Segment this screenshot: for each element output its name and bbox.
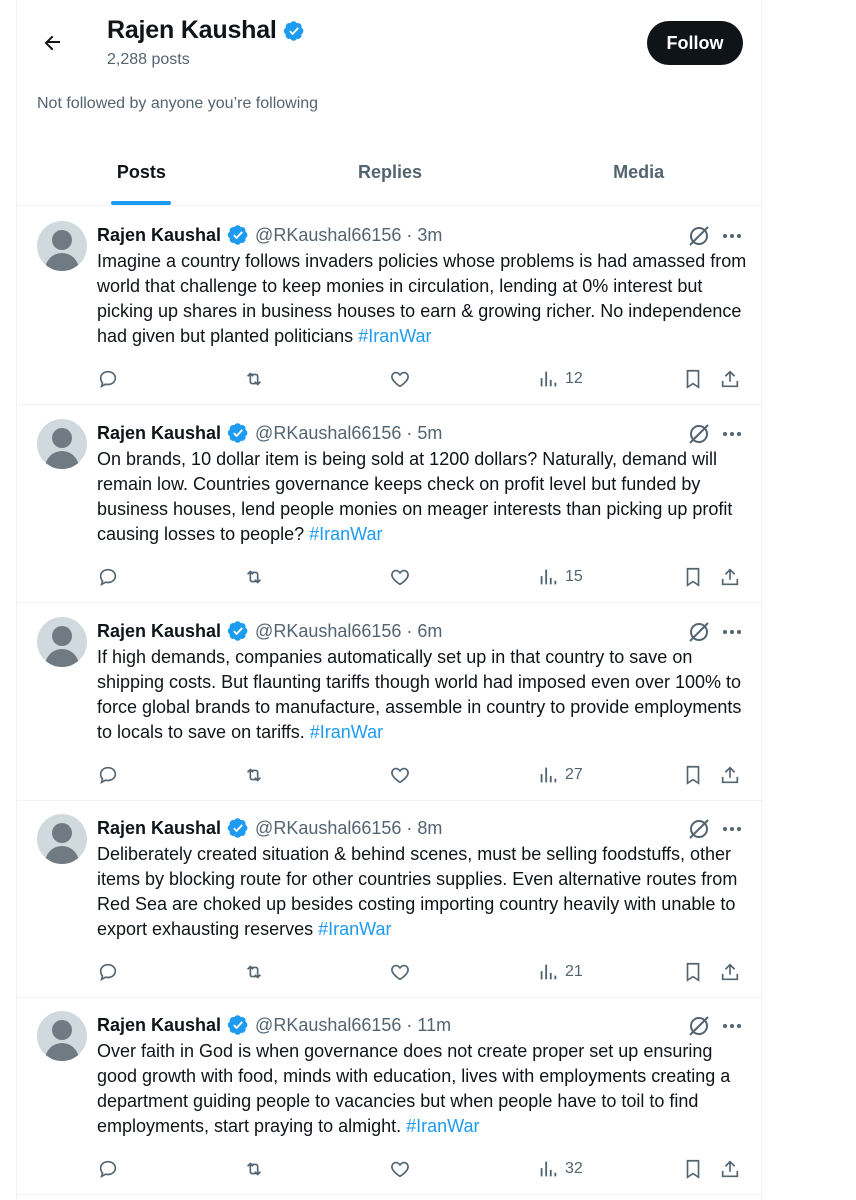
- post-text: [97, 249, 747, 349]
- share-icon: [719, 1158, 741, 1180]
- hashtag-link[interactable]: #IranWar: [406, 1116, 480, 1136]
- like-icon: [389, 1158, 411, 1180]
- view-count: 27: [565, 766, 583, 783]
- share-icon: [719, 961, 741, 983]
- hashtag-link[interactable]: #IranWar: [309, 722, 384, 742]
- avatar[interactable]: [37, 419, 87, 469]
- follow-button[interactable]: Follow: [647, 21, 743, 65]
- share-button[interactable]: [719, 367, 741, 391]
- bookmark-button[interactable]: [682, 1157, 704, 1181]
- hashtag-link[interactable]: #IranWar: [318, 919, 392, 939]
- more-icon[interactable]: [720, 1013, 744, 1039]
- post[interactable]: [17, 800, 763, 998]
- repost-button[interactable]: [243, 763, 265, 787]
- like-button[interactable]: [389, 1157, 411, 1181]
- more-icon[interactable]: [720, 619, 744, 645]
- post-actions: [97, 565, 747, 589]
- view-count: 32: [565, 1160, 583, 1177]
- bookmark-icon: [682, 961, 704, 983]
- repost-icon: [243, 764, 265, 786]
- post-author[interactable]: Rajen Kaushal: [97, 224, 222, 245]
- share-button[interactable]: [719, 1157, 741, 1181]
- tab-label: Media: [613, 162, 665, 182]
- bookmark-button[interactable]: [682, 565, 704, 589]
- views-icon: [537, 961, 559, 983]
- hashtag-link[interactable]: #IranWar: [358, 326, 432, 346]
- grok-icon[interactable]: [686, 421, 712, 447]
- post[interactable]: [17, 603, 763, 801]
- active-tab-indicator: [111, 201, 171, 205]
- reply-icon: [97, 1158, 119, 1180]
- view-count: 12: [565, 370, 583, 387]
- tab-label: Posts: [116, 162, 166, 182]
- reply-button[interactable]: [97, 565, 119, 589]
- post-header: [97, 620, 442, 642]
- verified-badge-icon: [227, 1014, 249, 1036]
- views-icon: [537, 764, 559, 786]
- view-count: 15: [565, 568, 583, 585]
- views-icon: [537, 566, 559, 588]
- back-arrow-icon: [40, 31, 64, 55]
- post-handle-time[interactable]: @RKaushal66156 · 6m: [255, 620, 443, 641]
- tab-posts[interactable]: [17, 140, 266, 205]
- views-button[interactable]: [537, 565, 583, 589]
- post-author[interactable]: Rajen Kaushal: [97, 422, 222, 443]
- repost-button[interactable]: [243, 565, 265, 589]
- grok-icon[interactable]: [686, 1013, 712, 1039]
- reply-icon: [97, 566, 119, 588]
- views-button[interactable]: [537, 763, 583, 787]
- views-icon: [537, 368, 559, 390]
- post-body: If high demands, companies automatically set up in that country to save on shipping costs. But flaunting tariffs though world had imposed even over 100% to force global brands to manufacture, assemble in country to provide employments to locals to save on tariffs.: [97, 647, 742, 742]
- views-icon: [537, 1158, 559, 1180]
- post-actions: [97, 960, 747, 984]
- post-body: Imagine a country follows invaders policies whose problems is had amassed from world that challenge to keep monies in circulation, lending at 0% interest but picking up shares in business houses to earn & growing richer. No independence had given but planted politicians: [97, 251, 747, 346]
- avatar[interactable]: [37, 617, 87, 667]
- like-button[interactable]: [389, 763, 411, 787]
- more-icon[interactable]: [720, 816, 744, 842]
- reply-icon: [97, 961, 119, 983]
- post-header: [97, 1014, 451, 1036]
- bookmark-icon: [682, 566, 704, 588]
- post-text: [97, 1039, 747, 1139]
- reply-button[interactable]: [97, 367, 119, 391]
- views-button[interactable]: [537, 367, 583, 391]
- share-icon: [719, 566, 741, 588]
- avatar[interactable]: [37, 1011, 87, 1061]
- reply-button[interactable]: [97, 960, 119, 984]
- verified-badge-icon: [227, 422, 249, 444]
- verified-badge-icon: [227, 620, 249, 642]
- like-icon: [389, 368, 411, 390]
- repost-icon: [243, 1158, 265, 1180]
- post-body: On brands, 10 dollar item is being sold at 1200 dollars? Naturally, demand will remain low. Countries governance keeps check on profit level but funded by business houses, lend people monies on meager interests than picking up profit causing losses to people?: [97, 449, 733, 544]
- reply-button[interactable]: [97, 763, 119, 787]
- back-button[interactable]: [35, 26, 69, 60]
- posts-count: 2,288 posts: [107, 51, 190, 68]
- post-author[interactable]: Rajen Kaushal: [97, 817, 222, 838]
- post-text: [97, 645, 747, 745]
- grok-icon[interactable]: [686, 619, 712, 645]
- bookmark-button[interactable]: [682, 763, 704, 787]
- post-header: [97, 224, 442, 246]
- share-button[interactable]: [719, 565, 741, 589]
- more-icon[interactable]: [720, 223, 744, 249]
- followers-you-know: Not followed by anyone you’re following: [37, 95, 319, 112]
- profile-tabs: [17, 140, 763, 206]
- like-button[interactable]: [389, 960, 411, 984]
- verified-badge-icon: [283, 20, 305, 42]
- like-button[interactable]: [389, 367, 411, 391]
- share-button[interactable]: [719, 960, 741, 984]
- post-author[interactable]: Rajen Kaushal: [97, 1014, 222, 1035]
- tab-label: Replies: [357, 162, 423, 182]
- post-actions: [97, 763, 747, 787]
- reply-button[interactable]: [97, 1157, 119, 1181]
- post-handle-time[interactable]: @RKaushal66156 · 3m: [255, 224, 443, 245]
- bookmark-icon: [682, 368, 704, 390]
- avatar[interactable]: [37, 221, 87, 271]
- like-icon: [389, 566, 411, 588]
- post-actions: [97, 367, 747, 391]
- repost-button[interactable]: [243, 367, 265, 391]
- more-icon[interactable]: [720, 421, 744, 447]
- profile-name: [107, 16, 305, 45]
- repost-icon: [243, 566, 265, 588]
- post-text: [97, 447, 747, 547]
- reply-icon: [97, 368, 119, 390]
- tab-replies[interactable]: [266, 140, 515, 205]
- post-body: Deliberately created situation & behind scenes, must be selling foodstuffs, other items by blocking route for other countries supplies. Even alternative routes from Red Sea are choked up besides costing importing country heavily with unable to export exhausting reserves: [97, 844, 738, 939]
- post-author[interactable]: Rajen Kaushal: [97, 620, 222, 641]
- post-handle-time[interactable]: @RKaushal66156 · 8m: [255, 817, 443, 838]
- share-icon: [719, 368, 741, 390]
- avatar[interactable]: [37, 814, 87, 864]
- tab-media[interactable]: [514, 140, 763, 205]
- view-count: 21: [565, 963, 583, 980]
- repost-icon: [243, 961, 265, 983]
- verified-badge-icon: [227, 224, 249, 246]
- like-icon: [389, 961, 411, 983]
- bookmark-button[interactable]: [682, 367, 704, 391]
- views-button[interactable]: [537, 1157, 583, 1181]
- post-header: [97, 817, 442, 839]
- post[interactable]: [17, 405, 763, 603]
- profile-header: [17, 0, 763, 200]
- grok-icon[interactable]: [686, 816, 712, 842]
- post-actions: [97, 1157, 747, 1181]
- views-button[interactable]: [537, 960, 583, 984]
- post[interactable]: [17, 997, 763, 1195]
- grok-icon[interactable]: [686, 223, 712, 249]
- post-header: [97, 422, 442, 444]
- bookmark-button[interactable]: [682, 960, 704, 984]
- like-button[interactable]: [389, 565, 411, 589]
- repost-button[interactable]: [243, 960, 265, 984]
- hashtag-link[interactable]: #IranWar: [309, 524, 383, 544]
- verified-badge-icon: [227, 817, 249, 839]
- repost-icon: [243, 368, 265, 390]
- post-handle-time[interactable]: @RKaushal66156 · 5m: [255, 422, 443, 443]
- post-text: [97, 842, 747, 942]
- bookmark-icon: [682, 1158, 704, 1180]
- share-button[interactable]: [719, 763, 741, 787]
- post-handle-time[interactable]: @RKaushal66156 · 11m: [255, 1014, 452, 1035]
- post[interactable]: [17, 207, 763, 405]
- like-icon: [389, 764, 411, 786]
- profile-name-text: Rajen Kaushal: [107, 16, 277, 44]
- post-body: Over faith in God is when governance does not create proper set up ensuring good growth with food, minds with education, lives with employments creating a department guiding people to vacancies but when people have to toil to find employments, start praying to almight.: [97, 1041, 731, 1136]
- reply-icon: [97, 764, 119, 786]
- bookmark-icon: [682, 764, 704, 786]
- repost-button[interactable]: [243, 1157, 265, 1181]
- timeline-column: [16, 0, 762, 1200]
- share-icon: [719, 764, 741, 786]
